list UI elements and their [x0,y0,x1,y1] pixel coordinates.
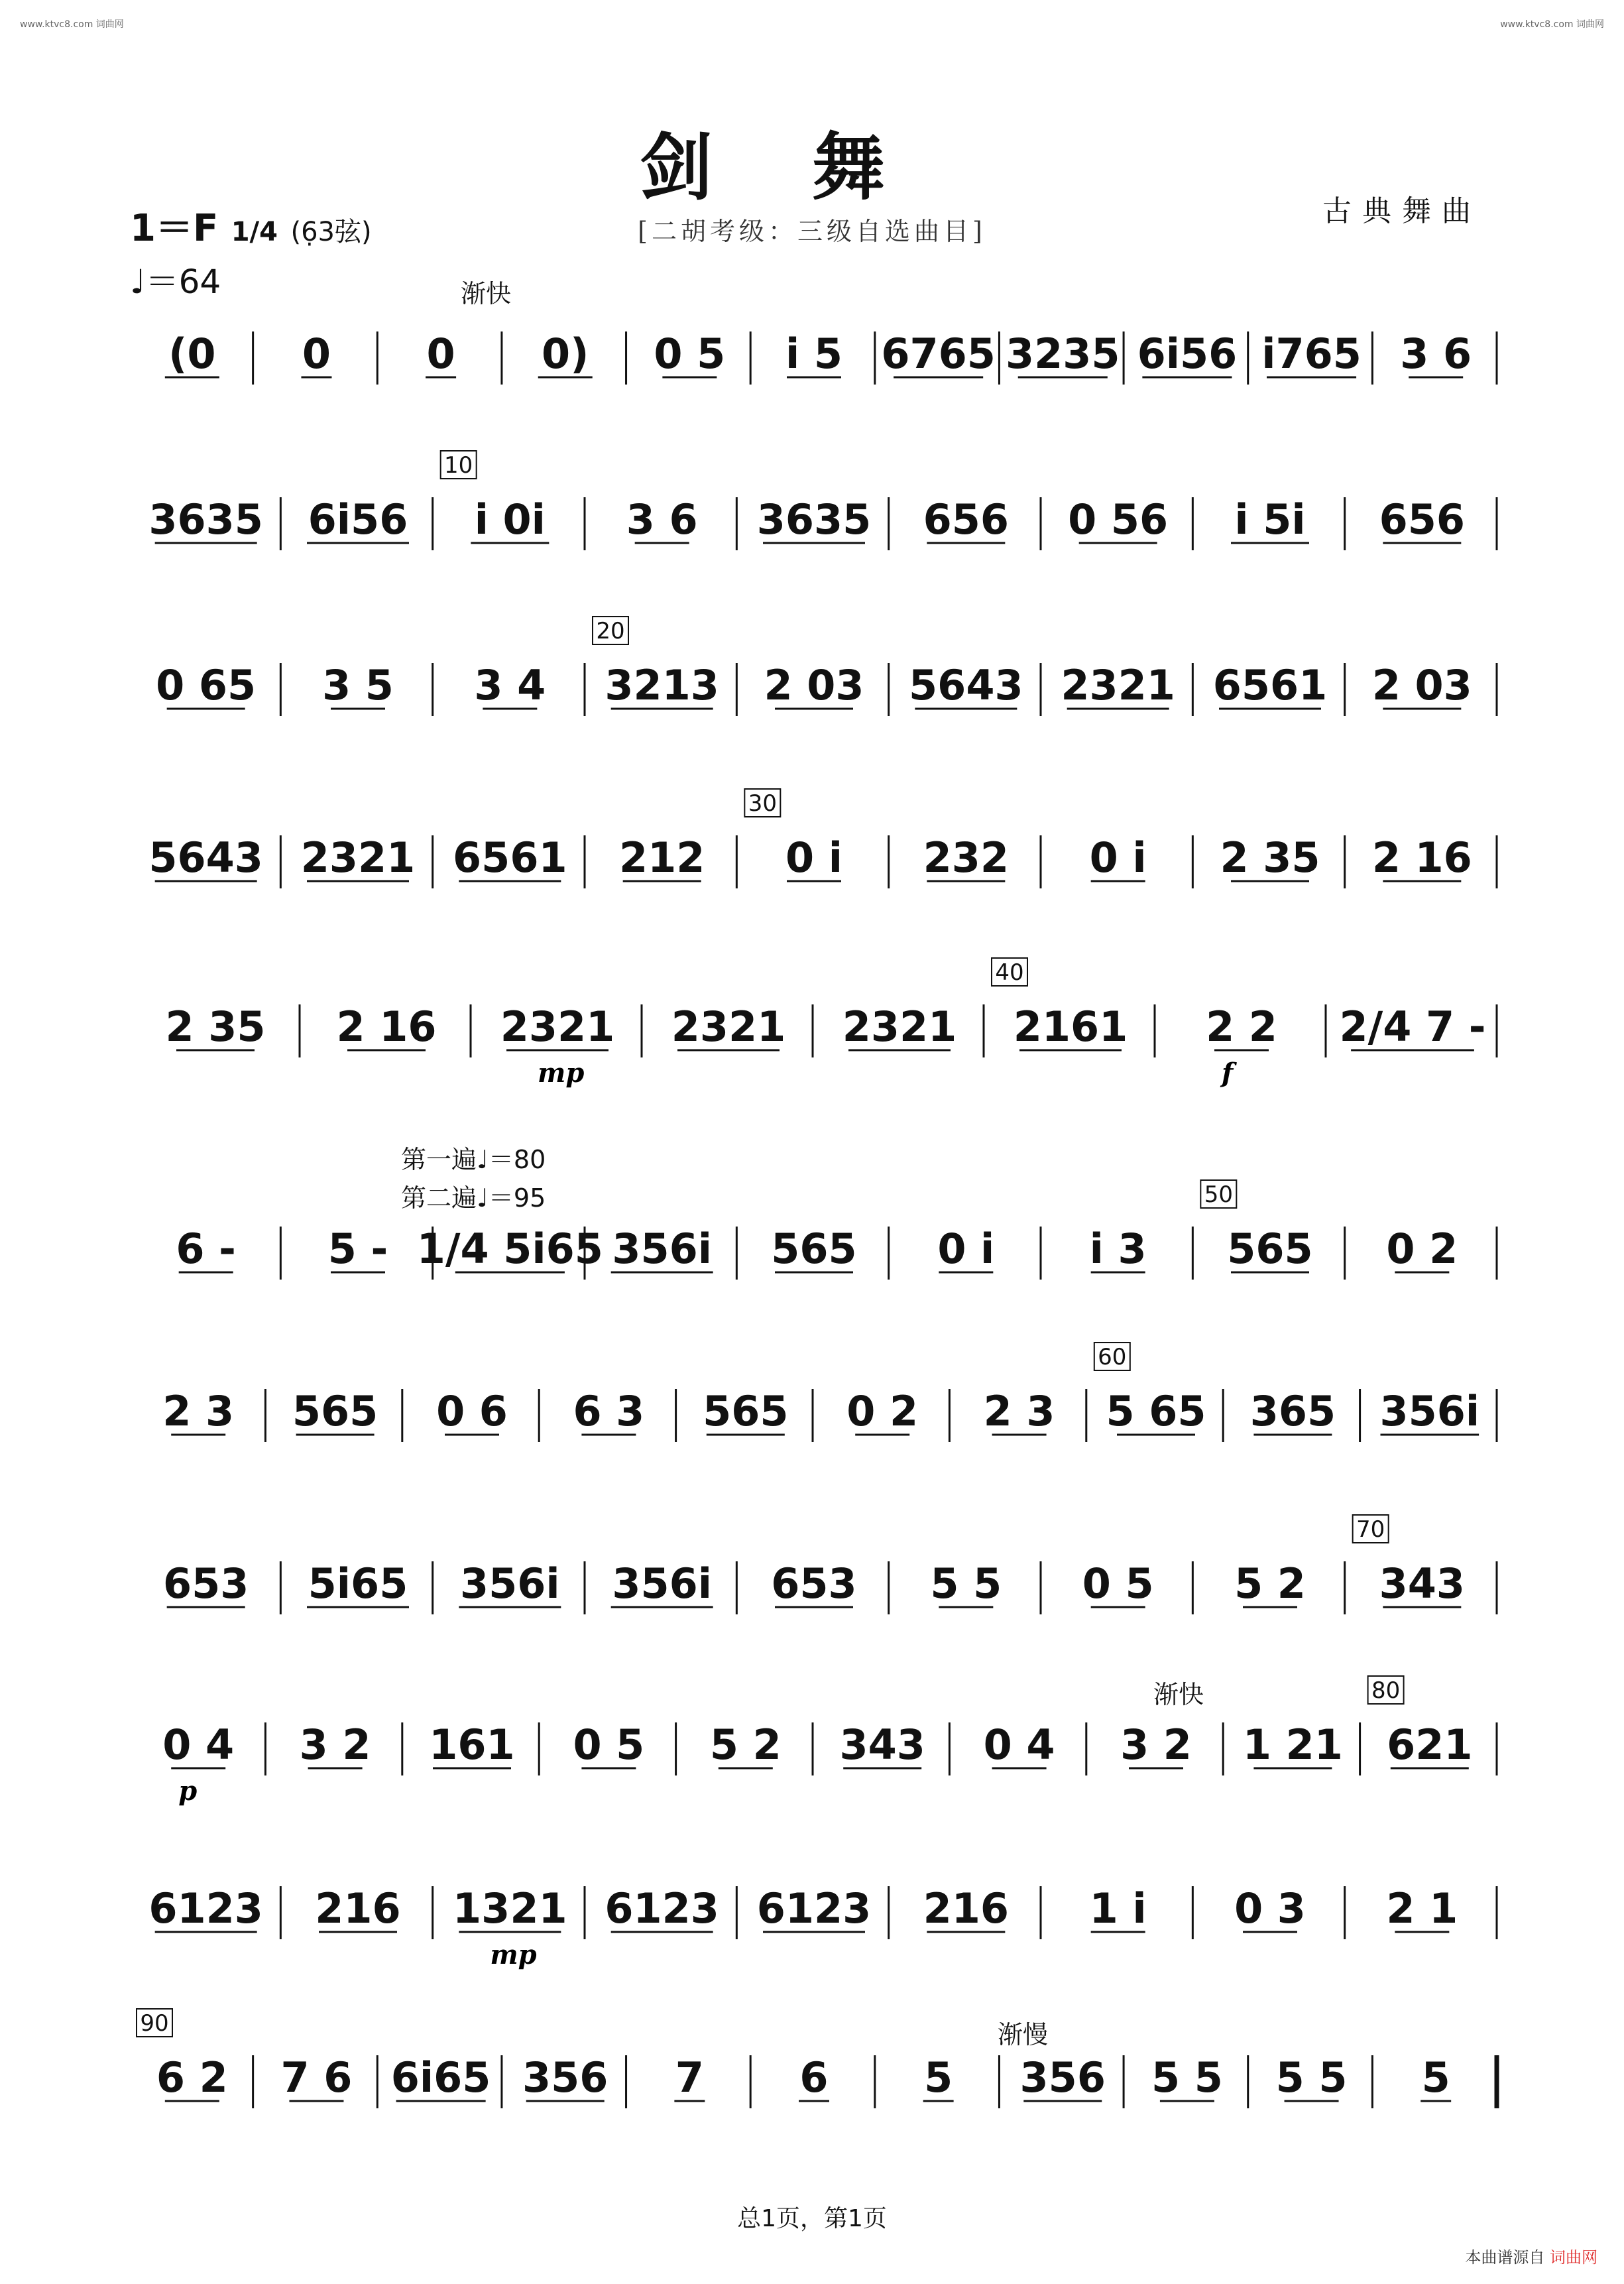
measure-notes: 2321 [842,1002,957,1051]
measure-notes: 5i65 [308,1559,408,1608]
measure-notes: 0) [541,330,589,378]
measure-notes: 0 [426,330,455,378]
system-svg [130,790,1498,915]
measure-notes: 2 16 [336,1002,437,1051]
music-system [130,1866,1498,1970]
measure-notes: 0 56 [1068,495,1169,544]
measure-notes: i 3 [1089,1225,1147,1273]
measure-notes: 3 6 [626,495,698,544]
measure-notes: 3 2 [1120,1720,1192,1769]
measure-notes: 0 5 [573,1720,645,1769]
measure-notes: i 5i [1234,495,1306,544]
measure-notes: 6765 [881,330,996,378]
score-genre: 古典舞曲 [1322,194,1481,228]
measure-notes: 1/4 5i65 [416,1225,603,1273]
measure-notes: 0 6 [436,1387,508,1435]
measure-notes: 6i56 [308,495,408,544]
bar-number: 50 [1204,1181,1233,1208]
measure-notes: 0 i [785,833,842,882]
page-footer: 总1页，第1页 [737,2205,887,2232]
system-svg [130,959,1498,1089]
music-system [130,959,1498,1089]
music-system [130,618,1498,743]
measure-notes: 565 [292,1387,378,1435]
bar-number: 80 [1371,1677,1401,1704]
ritardando-mark: 渐慢 [998,2020,1049,2049]
measure-notes: 6 [799,2053,829,2102]
measure-notes: 6 2 [156,2053,228,2102]
system-svg [130,312,1498,411]
measure-notes: 3235 [1005,330,1120,378]
measure-notes: 2 2 [1206,1002,1277,1051]
measure-notes: (0 [168,330,216,378]
tempo-marking: ♩＝64 [130,263,221,301]
measure-notes: 216 [923,1884,1010,1933]
measure-notes: 6 3 [573,1387,645,1435]
measure-notes: 2161 [1013,1002,1128,1051]
key-signature: 1＝F [130,207,219,250]
system-svg [130,452,1498,577]
measure-notes: 356 [1019,2053,1106,2102]
measure-notes: 5 [924,2053,953,2102]
measure-notes: 5 5 [930,1559,1002,1608]
measure-notes: 6123 [605,1884,719,1933]
measure-notes: 7 [675,2053,704,2102]
measure-notes: 6i56 [1137,330,1238,378]
measure-notes: 0 4 [162,1720,235,1769]
measure-notes: 0 4 [983,1720,1055,1769]
measure-notes: 6123 [756,1884,872,1933]
music-system [130,1344,1498,1469]
measure-notes: 161 [429,1720,515,1769]
measure-notes: 2 3 [983,1387,1055,1435]
tempo-second-pass: 第二遍♩＝95 [401,1183,546,1213]
music-system [130,790,1498,915]
bar-number: 70 [1356,1516,1385,1543]
measure-notes: i 5 [785,330,842,378]
measure-notes: 1321 [453,1884,567,1933]
score-subtitle: [二胡考级：三级自选曲目] [638,217,986,246]
site-watermark-left: www.ktvc8.com 词曲网 [20,19,124,30]
credit-site: 词曲网 [1550,2248,1597,2267]
dynamic-mark: mp [490,1939,537,1970]
measure-notes: 0 5 [1082,1559,1154,1608]
tempo-first-pass: 第一遍♩＝80 [401,1145,546,1174]
dynamic-mark: p [178,1775,198,1807]
system-svg [130,1866,1498,1970]
system-svg [130,1344,1498,1469]
measure-notes: 0 [302,330,331,378]
measure-notes: 0 2 [846,1387,919,1435]
measure-notes: 5643 [909,661,1023,709]
measure-notes: 0 3 [1234,1884,1306,1933]
measure-notes: 3 6 [1400,330,1472,378]
measure-notes: 2321 [500,1002,615,1051]
measure-notes: 343 [1379,1559,1466,1608]
measure-notes: 356i [612,1559,713,1608]
measure-notes: 7 6 [280,2053,353,2102]
measure-notes: 0 2 [1386,1225,1458,1273]
measure-notes: 5 - [327,1225,388,1273]
measure-notes: 5 2 [709,1720,782,1769]
music-system [130,1516,1498,1641]
measure-notes: 3213 [605,661,719,709]
side-watermark-left [4,40,13,2257]
measure-notes: 6561 [453,833,567,882]
music-system [130,312,1498,411]
measure-notes: 212 [618,833,705,882]
time-signature: 1/4 [231,217,278,247]
measure-notes: 653 [771,1559,857,1608]
measure-notes: i765 [1261,330,1362,378]
measure-notes: 356i [459,1559,560,1608]
measure-notes: 356i [612,1225,713,1273]
measure-notes: 2321 [300,833,416,882]
measure-notes: 5 5 [1275,2053,1348,2102]
measure-notes: 0 i [1089,833,1147,882]
measure-notes: 343 [839,1720,925,1769]
measure-notes: 1 i [1089,1884,1147,1933]
site-watermark-right: www.ktvc8.com 词曲网 [1500,19,1604,30]
measure-notes: 565 [1227,1225,1313,1273]
source-credit [1465,2244,1597,2267]
dynamic-mark: f [1222,1057,1234,1089]
measure-notes: 656 [923,495,1010,544]
system-svg [130,1516,1498,1641]
measure-notes: 653 [162,1559,249,1608]
bar-number: 90 [140,2010,169,2037]
bar-number: 20 [596,618,625,644]
measure-notes: 2 3 [162,1387,235,1435]
measure-notes: 565 [703,1387,789,1435]
measure-notes: 6i65 [390,2053,491,2102]
measure-notes: 2 16 [1371,833,1472,882]
system-svg [130,618,1498,743]
measure-notes: 6123 [148,1884,263,1933]
measure-notes: 3 5 [322,661,394,709]
measure-notes: 2 03 [1371,661,1472,709]
measure-notes: 356i [1379,1387,1480,1435]
measure-notes: 0 65 [156,661,257,709]
key-signature-line [130,199,372,252]
measure-notes: 5 5 [1151,2053,1223,2102]
measure-notes: 5 [1421,2053,1450,2102]
dynamic-mark: mp [538,1057,585,1089]
side-watermark-right [1611,40,1620,2257]
measure-notes: 365 [1249,1387,1336,1435]
measure-notes: 3635 [148,495,263,544]
measure-notes: 2/4 7 - [1339,1002,1486,1051]
bar-number: 10 [444,452,473,479]
accelerando-mark-2: 渐快 [1153,1680,1204,1709]
bar-number: 30 [748,790,777,817]
tuning-text: (6̣3弦) [290,217,372,247]
measure-notes: 3635 [756,495,872,544]
measure-notes: 2 03 [764,661,864,709]
measure-notes: 232 [923,833,1010,882]
measure-notes: 216 [315,1884,401,1933]
measure-notes: 6 - [176,1225,236,1273]
measure-notes: 5 65 [1106,1387,1206,1435]
measure-notes: 0 5 [654,330,726,378]
measure-notes: 6561 [1212,661,1328,709]
music-system [130,452,1498,577]
measure-notes: 356 [522,2053,609,2102]
credit-prefix: 本曲谱源自 [1465,2248,1545,2267]
accelerando-mark-1: 渐快 [461,279,512,308]
bar-number: 40 [995,959,1024,986]
measure-notes: 2 35 [1220,833,1320,882]
measure-notes: 5643 [148,833,263,882]
measure-notes: 5 2 [1234,1559,1306,1608]
measure-notes: i 0i [474,495,546,544]
measure-notes: 3 2 [299,1720,371,1769]
measure-notes: 2 1 [1386,1884,1458,1933]
measure-notes: 621 [1387,1720,1473,1769]
measure-notes: 656 [1379,495,1466,544]
measure-notes: 2321 [671,1002,786,1051]
measure-notes: 2321 [1061,661,1175,709]
measure-notes: 2 35 [165,1002,266,1051]
measure-notes: 565 [771,1225,857,1273]
bar-number: 60 [1098,1344,1127,1370]
score-title: 剑舞 [640,125,984,210]
measure-notes: 3 4 [474,661,546,709]
measure-notes: 1 21 [1242,1720,1343,1769]
measure-notes: 0 i [937,1225,995,1273]
